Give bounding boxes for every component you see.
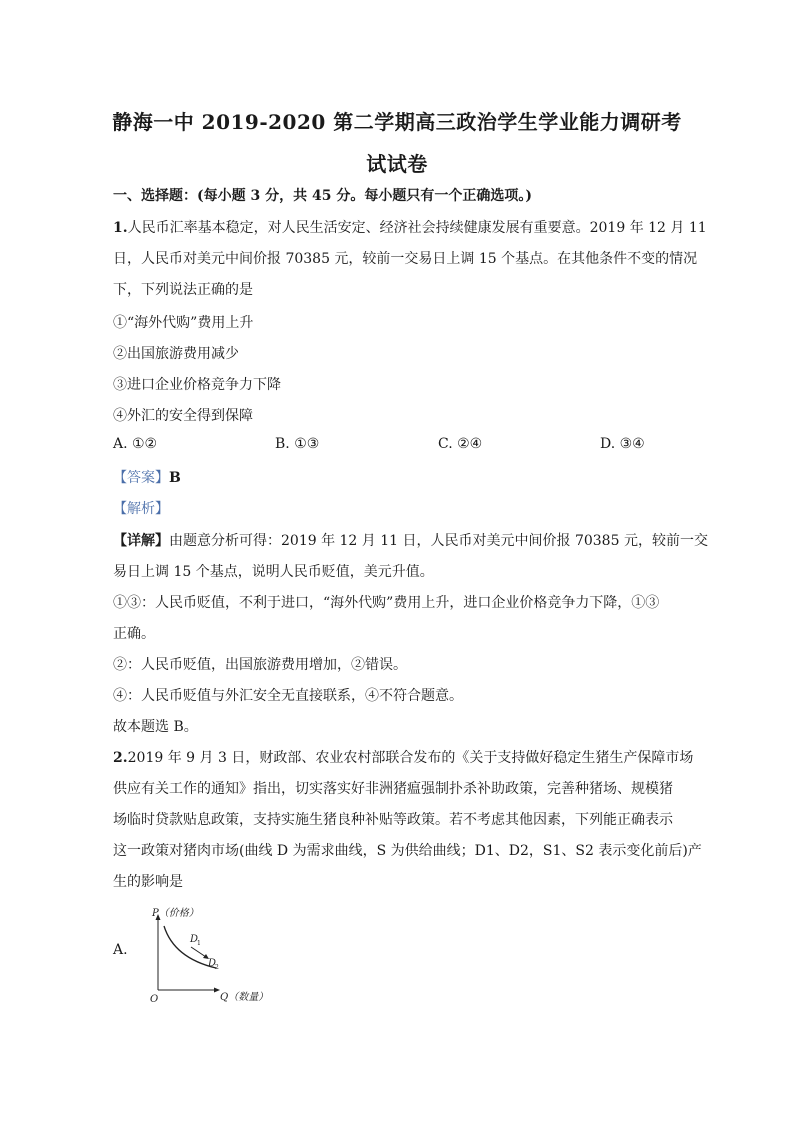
exam-title-line2: 试试卷 xyxy=(366,152,428,176)
q2-line-2: 供应有关工作的通知》指出，切实落实好非洲猪瘟强制扑杀补助政策，完善种猪场、规模猪 xyxy=(113,781,673,797)
curve-label-d1-sub: 1 xyxy=(197,940,201,947)
q1-line-1 xyxy=(113,217,707,237)
answer-tag: 【答案】 xyxy=(113,470,169,486)
q1-item-3: ③进口企业价格竞争力下降 xyxy=(113,377,281,393)
q1-option-b: B. ①③ xyxy=(275,436,320,452)
q1-text-line: 人民币汇率基本稳定，对人民生活安定、经济社会持续健康发展有重要意。2019 年 12 月 11 xyxy=(127,220,707,236)
q2-line-4: 这一政策对猪肉市场(曲线 D 为需求曲线，S 为供给曲线；D1、D2，S1、S2 表示变化前后)产 xyxy=(113,843,702,859)
q1-detail-line-6: ④：人民币贬值与外汇安全无直接联系，④不符合题意。 xyxy=(113,688,463,704)
q1-detail-line-1 xyxy=(113,530,708,550)
origin-label: O xyxy=(150,994,159,1004)
shift-arrow-line xyxy=(191,947,206,957)
demand-curve-graph xyxy=(148,904,288,1004)
q1-option-d: D. ③④ xyxy=(600,436,645,452)
q2-line-1 xyxy=(113,747,693,767)
q2-text-line: 2019 年 9 月 3 日，财政部、农业农村部联合发布的《关于支持做好稳定生猪生产保障市场 xyxy=(127,750,694,766)
exam-title-line1: 静海一中 2019-2020 第二学期高三政治学生学业能力调研考 xyxy=(112,110,682,134)
q1-option-a: A. ①② xyxy=(113,436,158,452)
x-axis-label: Q（数量） xyxy=(220,992,269,1003)
q2-line-5: 生的影响是 xyxy=(113,874,183,890)
q2-line-3: 场临时贷款贴息政策，支持实施生猪良种补贴等政策。若不考虑其他因素，下列能正确表示 xyxy=(113,812,673,828)
q1-detail-line-7: 故本题选 B。 xyxy=(113,719,198,735)
q1-detail-line-5: ②：人民币贬值，出国旅游费用增加，②错误。 xyxy=(113,657,407,673)
q1-line-2: 日，人民币对美元中间价报 70385 元，较前一交易日上调 15 个基点。在其他条件不变的情况 xyxy=(113,251,698,267)
q2-number: 2. xyxy=(113,750,128,766)
curve-label-d1: D xyxy=(190,934,199,945)
q1-item-1: ①“海外代购”费用上升 xyxy=(113,315,254,331)
detail-tag: 【详解】 xyxy=(113,533,169,549)
q1-line-3: 下，下列说法正确的是 xyxy=(113,282,253,298)
analysis-tag: 【解析】 xyxy=(113,501,169,517)
curve-label-d2: D xyxy=(208,958,217,969)
curve-label-d2-sub: 2 xyxy=(215,964,219,971)
q1-detail-line-4: 正确。 xyxy=(113,626,155,642)
q1-answer xyxy=(113,467,181,487)
y-axis-label: P（价格） xyxy=(152,908,199,919)
q1-option-c: C. ②④ xyxy=(438,436,483,452)
q1-detail-line-3: ①③：人民币贬值，不利于进口，“海外代购”费用上升，进口企业价格竞争力下降，①③ xyxy=(113,595,660,611)
section-heading: 一、选择题：(每小题 3 分，共 45 分。每小题只有一个正确选项。) xyxy=(113,188,532,204)
q2-option-a-label: A. xyxy=(113,942,128,958)
q1-item-4: ④外汇的安全得到保障 xyxy=(113,408,253,424)
q1-detail-line-2: 易日上调 15 个基点，说明人民币贬值，美元升值。 xyxy=(113,564,434,580)
answer-value: B xyxy=(169,470,181,486)
q1-number: 1. xyxy=(113,220,128,236)
q1-item-2: ②出国旅游费用减少 xyxy=(113,346,239,362)
detail-text: 由题意分析可得：2019 年 12 月 11 日，人民币对美元中间价报 70385 元，较前一交 xyxy=(169,533,708,549)
